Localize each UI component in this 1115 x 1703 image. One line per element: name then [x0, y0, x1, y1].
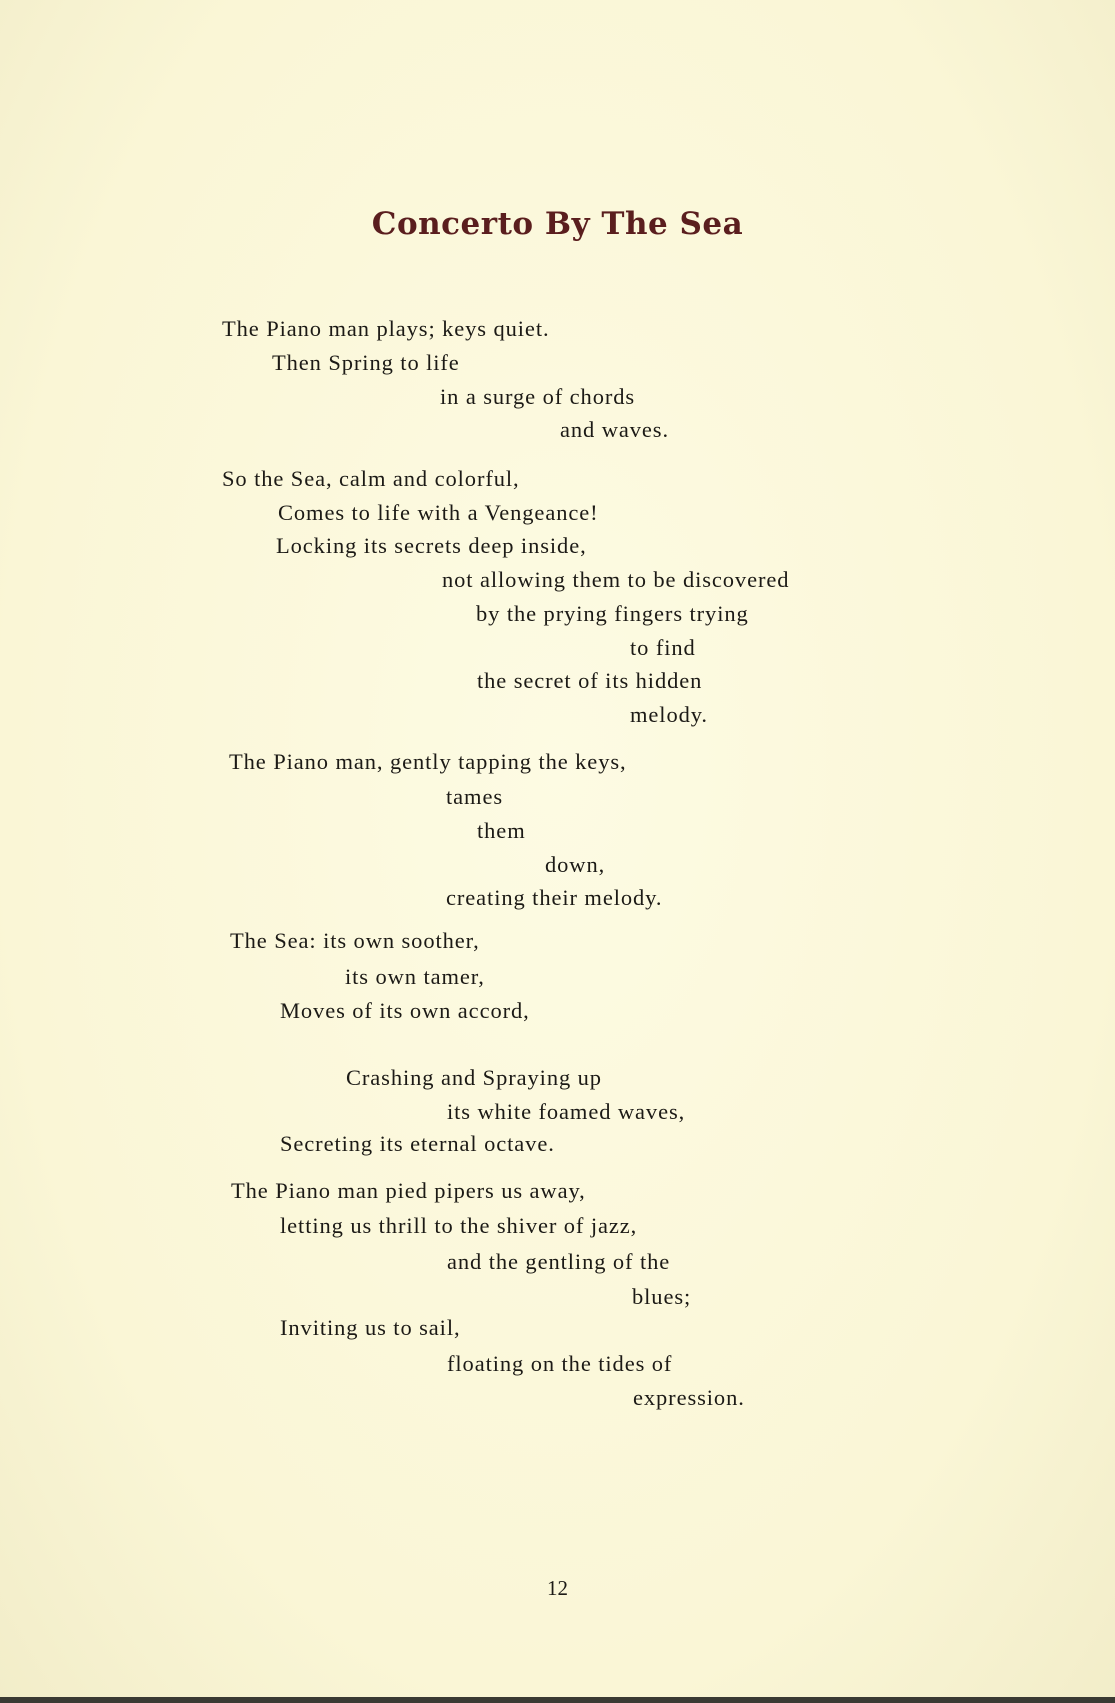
poem-line: The Sea: its own soother,: [230, 928, 480, 953]
poem-line: Comes to life with a Vengeance!: [278, 500, 599, 525]
poem-line: and waves.: [560, 417, 669, 442]
poem-line: Crashing and Spraying up: [346, 1065, 602, 1090]
poem-line: Inviting us to sail,: [280, 1315, 461, 1340]
poem-line: letting us thrill to the shiver of jazz,: [280, 1213, 638, 1238]
poem-line: not allowing them to be discovered: [442, 567, 790, 592]
poem-line: So the Sea, calm and colorful,: [222, 466, 520, 491]
poem-line: its white foamed waves,: [447, 1099, 686, 1124]
poem-line: Then Spring to life: [272, 350, 460, 375]
poem-line: melody.: [630, 702, 708, 727]
poem-line: down,: [545, 852, 606, 877]
poem-line: Secreting its eternal octave.: [280, 1131, 555, 1156]
poem-line: floating on the tides of: [447, 1351, 673, 1376]
poem-title: Concerto By The Sea: [371, 206, 744, 242]
poem-line: tames: [446, 784, 503, 809]
poem-line: Locking its secrets deep inside,: [276, 533, 587, 558]
page-number: 12: [547, 1576, 568, 1600]
poem-line: them: [477, 818, 526, 843]
poem-line: The Piano man pied pipers us away,: [231, 1178, 586, 1203]
poem-line: in a surge of chords: [440, 384, 636, 409]
poem-line: the secret of its hidden: [477, 668, 703, 693]
poem-line: creating their melody.: [446, 885, 663, 910]
poem-line: to find: [630, 635, 696, 660]
poem-line: expression.: [633, 1385, 745, 1410]
poem-line: its own tamer,: [345, 964, 485, 989]
poem-line: and the gentling of the: [447, 1249, 671, 1274]
poem-line: The Piano man plays; keys quiet.: [222, 316, 550, 341]
poem-line: The Piano man, gently tapping the keys,: [229, 749, 627, 774]
poem-line: by the prying fingers trying: [476, 601, 749, 626]
poem-line: Moves of its own accord,: [280, 998, 530, 1023]
poem-line: blues;: [632, 1284, 692, 1309]
